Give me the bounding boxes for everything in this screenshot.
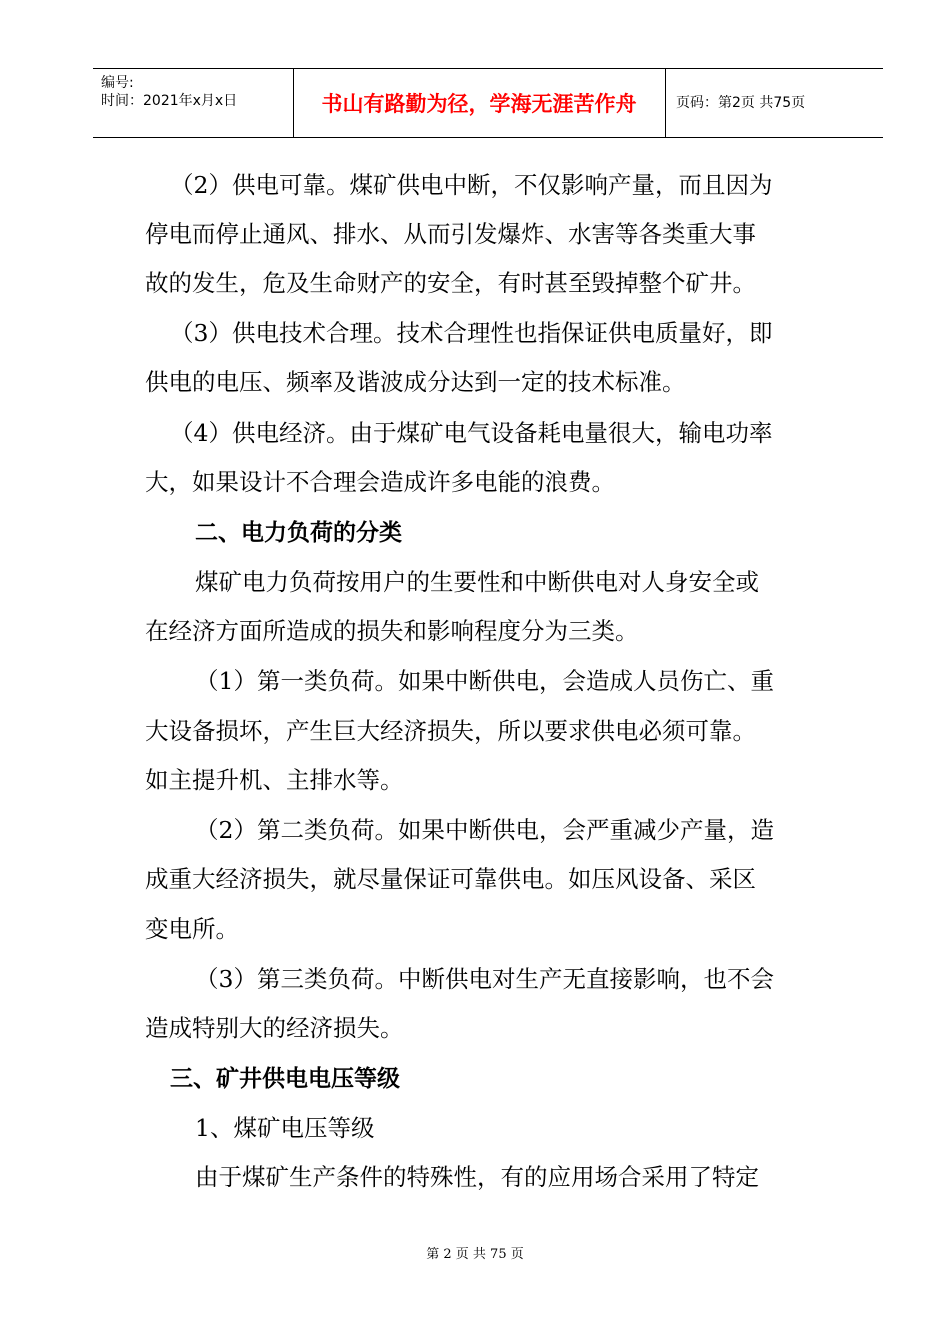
body-line: 供电的电压、频率及谐波成分达到一定的技术标准。	[145, 368, 686, 396]
document-time-label: 时间：2021年x月x日	[101, 93, 238, 109]
body-line: 成重大经济损失，就尽量保证可靠供电。如压风设备、采区	[145, 865, 756, 893]
body-line: 停电而停止通风、排水、从而引发爆炸、水害等各类重大事	[145, 220, 756, 248]
header-page-cell	[666, 69, 883, 137]
page-header	[93, 68, 883, 138]
body-line: 大设备损坏，产生巨大经济损失，所以要求供电必须可靠。	[145, 717, 756, 745]
body-line: 在经济方面所造成的损失和影响程度分为三类。	[145, 617, 639, 645]
body-line: 如主提升机、主排水等。	[145, 766, 404, 794]
body-line: （2）供电可靠。煤矿供电中断，不仅影响产量，而且因为	[170, 171, 773, 199]
body-line: 故的发生，危及生命财产的安全，有时甚至毁掉整个矿井。	[145, 269, 756, 297]
body-line: （2）第二类负荷。如果中断供电，会严重减少产量，造	[195, 816, 774, 844]
header-page-info: 页码：第2页 共75页	[676, 95, 806, 111]
body-line: 变电所。	[145, 915, 239, 943]
body-line: （1）第一类负荷。如果中断供电，会造成人员伤亡、重	[195, 667, 774, 695]
body-line: 煤矿电力负荷按用户的生要性和中断供电对人身安全或	[195, 568, 759, 596]
header-motto-cell	[293, 69, 666, 137]
section-heading: 二、电力负荷的分类	[195, 520, 402, 546]
body-line: 由于煤矿生产条件的特殊性，有的应用场合采用了特定	[195, 1163, 759, 1191]
subsection-heading: 1、煤矿电压等级	[195, 1114, 375, 1142]
body-line: （4）供电经济。由于煤矿电气设备耗电量很大，输电功率	[170, 419, 773, 447]
body-line: （3）第三类负荷。中断供电对生产无直接影响，也不会	[195, 965, 774, 993]
body-line: （3）供电技术合理。技术合理性也指保证供电质量好，即	[170, 319, 773, 347]
header-info-cell	[93, 69, 294, 137]
section-heading: 三、矿井供电电压等级	[170, 1066, 400, 1092]
body-line: 大，如果设计不合理会造成许多电能的浪费。	[145, 468, 615, 496]
header-motto: 书山有路勤为径，学海无涯苦作舟	[321, 92, 637, 116]
body-line: 造成特别大的经济损失。	[145, 1014, 404, 1042]
document-number-label: 编号:	[101, 75, 134, 91]
page-footer: 第 2 页 共 75 页	[426, 1247, 524, 1262]
